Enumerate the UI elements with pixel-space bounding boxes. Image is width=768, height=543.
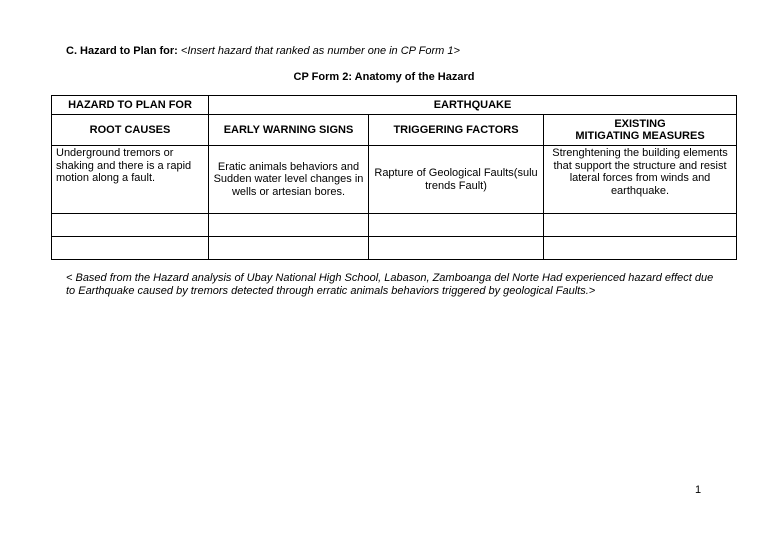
table-header-row bbox=[52, 115, 737, 146]
empty-cell bbox=[544, 214, 737, 237]
page-number: 1 bbox=[695, 484, 702, 496]
empty-cell bbox=[209, 214, 369, 237]
hazard-anatomy-table bbox=[51, 95, 737, 260]
empty-cell bbox=[52, 214, 209, 237]
section-heading bbox=[66, 45, 460, 58]
cell-root-causes: Underground tremors or shaking and there is a rapid motion along a fault. bbox=[52, 146, 209, 214]
analysis-note: < Based from the Hazard analysis of Ubay National High School, Labason, Zamboanga del Norte Had experienced hazard effect due to Earthquake caused by tremors detected through erratic animals behaviors triggered by geological Faults.> bbox=[66, 272, 714, 297]
section-label: C. Hazard to Plan for: bbox=[66, 45, 178, 57]
hazard-label-cell: HAZARD TO PLAN FOR bbox=[52, 96, 209, 115]
hazard-value-cell: EARTHQUAKE bbox=[209, 96, 737, 115]
header-early-warning-signs: EARLY WARNING SIGNS bbox=[209, 115, 369, 146]
cell-mitigating-measures: Strenghtening the building elements that support the structure and resist lateral forces from winds and earthquake. bbox=[544, 146, 737, 214]
section-hint: <Insert hazard that ranked as number one in CP Form 1> bbox=[180, 45, 460, 57]
empty-cell bbox=[369, 214, 544, 237]
header-root-causes: ROOT CAUSES bbox=[52, 115, 209, 146]
table-row-empty bbox=[52, 237, 737, 260]
table-row-empty bbox=[52, 214, 737, 237]
empty-cell bbox=[52, 237, 209, 260]
cell-early-warning-signs: Eratic animals behaviors and Sudden water level changes in wells or artesian bores. bbox=[209, 146, 369, 214]
header-triggering-factors: TRIGGERING FACTORS bbox=[369, 115, 544, 146]
cell-triggering-factors: Rapture of Geological Faults(sulu trends Fault) bbox=[369, 146, 544, 214]
empty-cell bbox=[369, 237, 544, 260]
header-mitigating-measures: EXISTING MITIGATING MEASURES bbox=[544, 115, 737, 146]
form-title: CP Form 2: Anatomy of the Hazard bbox=[293, 71, 475, 83]
empty-cell bbox=[209, 237, 369, 260]
table-row bbox=[52, 146, 737, 214]
table-row-hazard bbox=[52, 96, 737, 115]
empty-cell bbox=[544, 237, 737, 260]
